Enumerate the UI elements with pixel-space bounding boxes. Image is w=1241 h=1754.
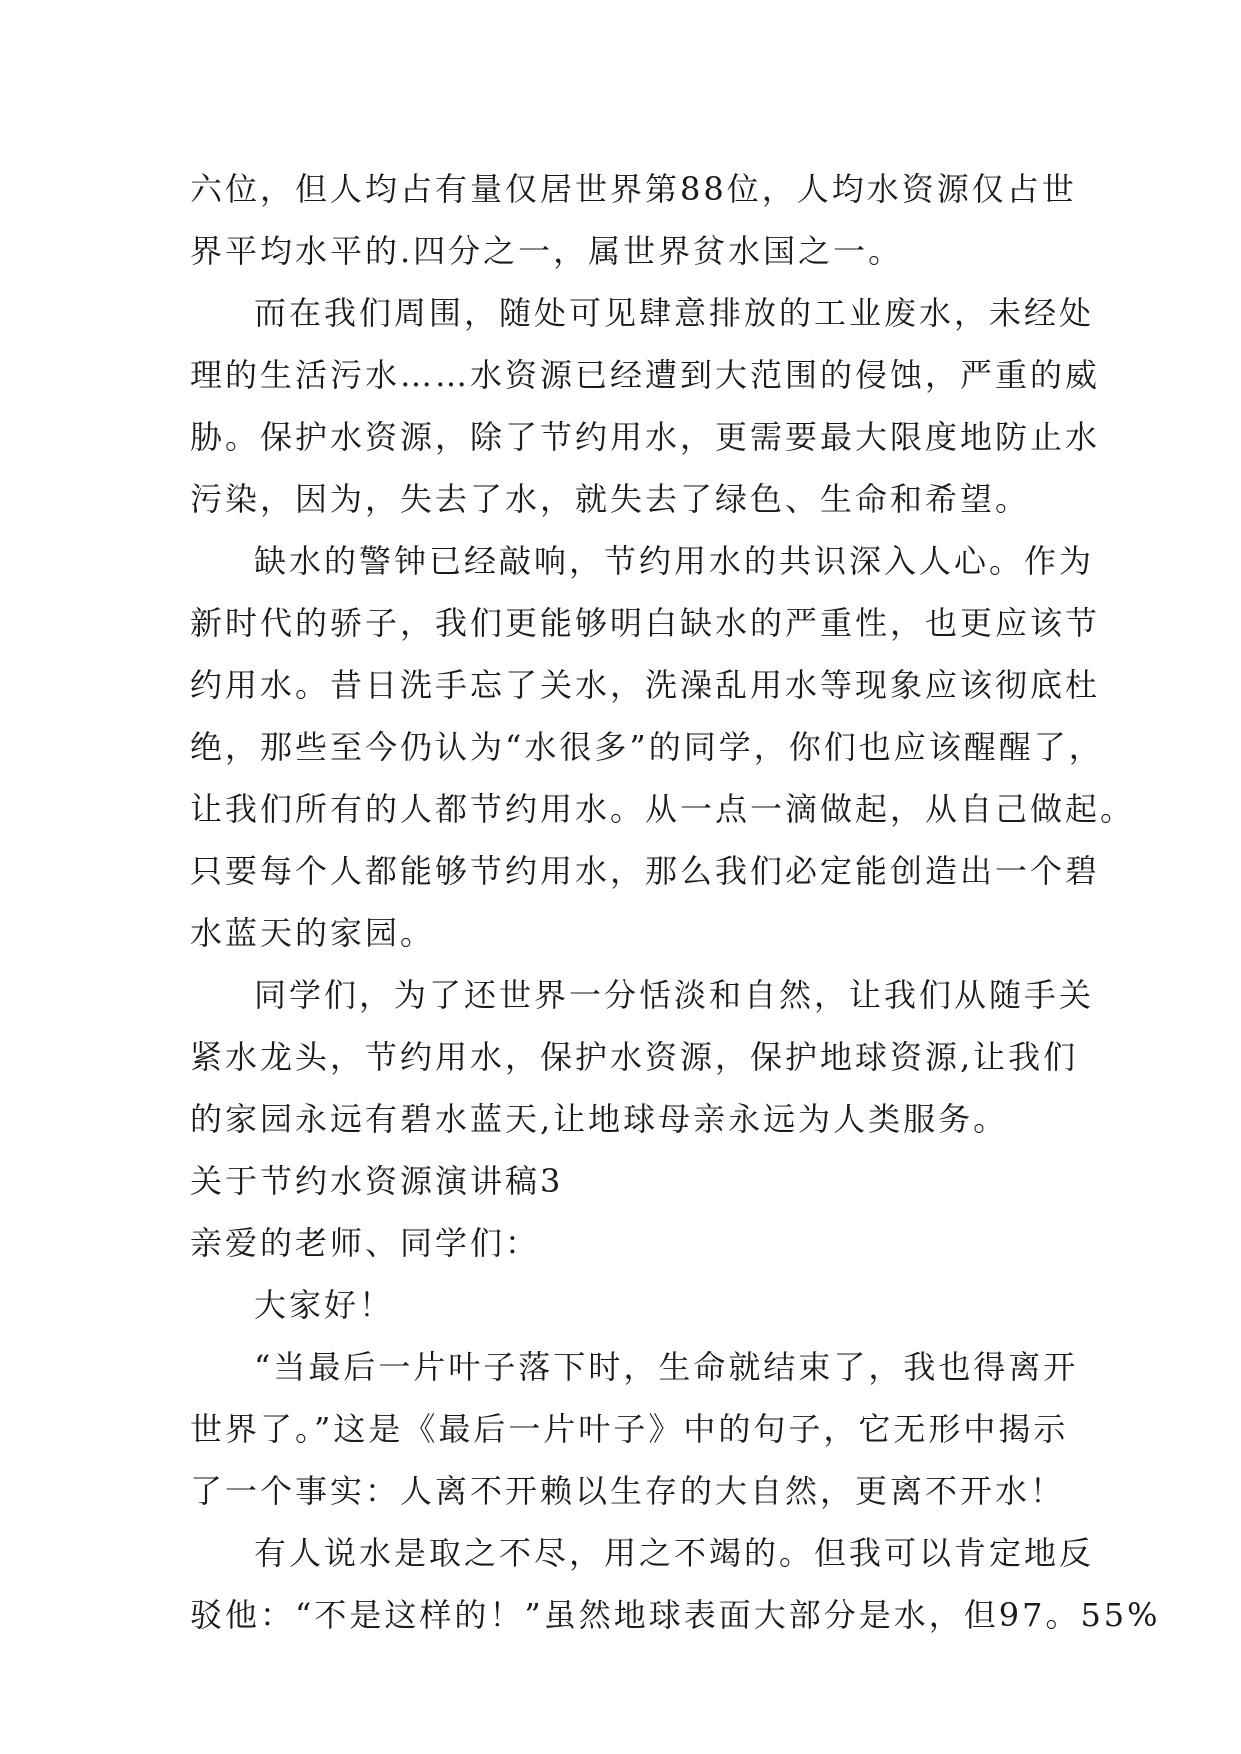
- paragraph-line: 胁。保护水资源，除了节约用水，更需要最大限度地防止水: [190, 418, 1101, 456]
- paragraph-line: 的家园永远有碧水蓝天,让地球母亲永远为人类服务。: [190, 1100, 1009, 1138]
- paragraph-line: 水蓝天的家园。: [190, 914, 436, 952]
- paragraph-line: 绝，那些至今仍认为“水很多”的同学，你们也应该醒醒了，: [190, 728, 1104, 766]
- paragraph-line: 同学们，为了还世界一分恬淡和自然，让我们从随手关: [254, 976, 1095, 1014]
- paragraph-line: 只要每个人都能够节约用水，那么我们必定能创造出一个碧: [190, 852, 1101, 890]
- greeting: 大家好！: [254, 1286, 395, 1324]
- paragraph-line: 紧水龙头，节约用水，保护水资源，保护地球资源,让我们: [190, 1038, 1079, 1076]
- paragraph-line: 约用水。昔日洗手忘了关水，洗澡乱用水等现象应该彻底杜: [190, 666, 1101, 704]
- salutation: 亲爱的老师、同学们：: [190, 1224, 541, 1262]
- paragraph-line: 世界了。”这是《最后一片叶子》中的句子，它无形中揭示: [190, 1410, 1069, 1448]
- paragraph-line: 污染，因为，失去了水，就失去了绿色、生命和希望。: [190, 480, 1031, 518]
- paragraph-line: 而在我们周围，随处可见肆意排放的工业废水，未经处: [254, 294, 1095, 332]
- paragraph-line: 驳他：“不是这样的！”虽然地球表面大部分是水，但97。55%: [190, 1596, 1161, 1634]
- paragraph-line: “当最后一片叶子落下时，生命就结束了，我也得离开: [254, 1348, 1079, 1386]
- paragraph-line: 缺水的警钟已经敲响，节约用水的共识深入人心。作为: [254, 542, 1095, 580]
- paragraph-line: 让我们所有的人都节约用水。从一点一滴做起，从自己做起。: [190, 790, 1136, 828]
- paragraph-line: 理的生活污水……水资源已经遭到大范围的侵蚀，严重的威: [190, 356, 1101, 394]
- paragraph-line: 了一个事实：人离不开赖以生存的大自然，更离不开水！: [190, 1472, 1066, 1510]
- section-heading: 关于节约水资源演讲稿3: [190, 1162, 564, 1200]
- paragraph-line: 新时代的骄子，我们更能够明白缺水的严重性，也更应该节: [190, 604, 1101, 642]
- paragraph-line: 六位，但人均占有量仅居世界第88位，人均水资源仅占世: [190, 170, 1077, 208]
- paragraph-line: 有人说水是取之不尽，用之不竭的。但我可以肯定地反: [254, 1534, 1095, 1572]
- document-body: [190, 158, 1161, 1646]
- paragraph-line: 界平均水平的.四分之一，属世界贫水国之一。: [190, 232, 904, 270]
